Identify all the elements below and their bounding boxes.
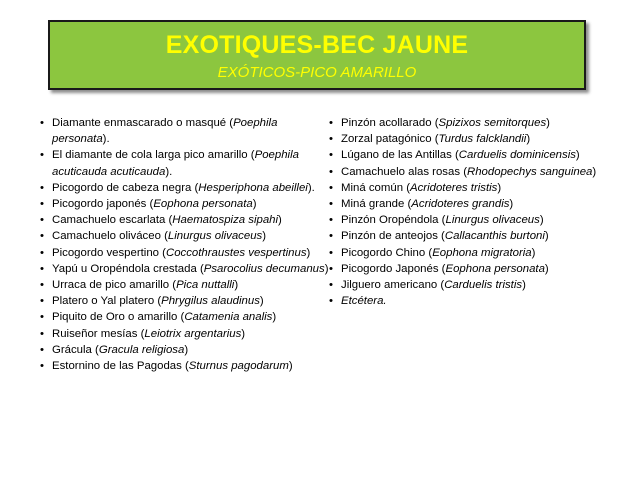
bullet-icon: •	[40, 343, 44, 356]
scientific-name: Hesperiphona abeillei	[198, 181, 308, 194]
scientific-name: Eophona migratoria	[432, 246, 532, 259]
scientific-name: Phrygilus alaudinus	[161, 295, 260, 308]
common-name: Picogordo Japonés (	[341, 262, 446, 275]
closing-punctuation: )	[272, 311, 277, 324]
common-name: Picogordo japonés (	[52, 198, 154, 211]
bullet-icon: •	[40, 279, 44, 292]
scientific-name: Psarocolius decumanus	[203, 262, 325, 275]
closing-punctuation: )	[544, 262, 549, 275]
scientific-name: Callacanthis burtoni	[444, 230, 545, 243]
scientific-name: Gracula religiosa	[98, 343, 185, 356]
scientific-name: Eophona personata	[445, 262, 545, 275]
bullet-icon: •	[40, 149, 44, 162]
list-item	[329, 147, 629, 163]
closing-punctuation: ).	[307, 181, 315, 194]
bullet-icon: •	[40, 360, 44, 373]
bullet-icon: •	[40, 198, 44, 211]
bullet-icon: •	[40, 181, 44, 194]
scientific-name: Rhodopechys sanguinea	[467, 165, 593, 178]
common-name: Picogordo Chino (	[341, 246, 433, 259]
bullet-icon: •	[329, 198, 333, 211]
common-name: Ruiseñor mesías (	[52, 327, 145, 340]
scientific-name: Spizixos semitorques	[438, 117, 547, 129]
closing-punctuation: )	[259, 295, 264, 308]
common-name: Platero o Yal platero (	[52, 295, 162, 308]
list-item	[40, 212, 332, 228]
common-name: Lúgano de las Antillas (	[341, 149, 459, 162]
bullet-icon: •	[40, 262, 44, 275]
scientific-name: Catamenia analis	[184, 311, 273, 324]
scientific-name: Acridoteres grandis	[411, 198, 510, 211]
closing-punctuation: )	[531, 246, 536, 259]
common-name: El diamante de cola larga pico amarillo (	[52, 149, 255, 162]
bullet-icon: •	[329, 230, 333, 243]
scientific-name: Sturnus pagodarum	[188, 360, 289, 373]
scientific-name: Pica nuttalli	[176, 279, 235, 292]
closing-punctuation: )	[526, 133, 531, 146]
common-name: Piquito de Oro o amarillo (	[52, 311, 185, 324]
common-name: Miná común (	[341, 181, 411, 194]
common-name: Picogordo vespertino (	[52, 246, 166, 259]
list-item	[40, 228, 332, 244]
scientific-name: Carduelis tristis	[444, 279, 523, 292]
list-item	[40, 147, 332, 179]
closing-punctuation: ).	[165, 165, 173, 178]
scientific-name: Linurgus olivaceus	[445, 214, 540, 227]
scientific-name: Etcétera.	[341, 295, 387, 308]
page-title: EXOTIQUES-BEC JAUNE	[165, 31, 469, 59]
closing-punctuation: )	[252, 198, 257, 211]
list-item	[40, 261, 332, 277]
common-name: Urraca de pico amarillo (	[52, 279, 177, 292]
scientific-name: Coccothraustes vespertinus	[165, 246, 307, 259]
scientific-name: Poephila acuticauda acuticauda	[52, 149, 299, 178]
bullet-icon: •	[329, 214, 333, 227]
scientific-name: Turdus falcklandii	[438, 133, 527, 146]
bullet-icon: •	[329, 133, 333, 146]
list-item	[40, 342, 332, 358]
common-name: Miná grande (	[341, 198, 412, 211]
closing-punctuation: )	[522, 279, 526, 292]
list-item	[40, 326, 332, 342]
scientific-name: Carduelis dominicensis	[458, 149, 576, 162]
bullet-icon: •	[40, 117, 44, 129]
common-name: Picogordo de cabeza negra (	[52, 181, 199, 194]
list-item	[329, 277, 629, 293]
bullet-icon: •	[40, 327, 44, 340]
bullet-icon: •	[40, 246, 44, 259]
list-item	[329, 245, 629, 261]
common-name: Camachuelo oliváceo (	[52, 230, 168, 243]
common-name: Estornino de las Pagodas (	[52, 360, 189, 373]
list-item	[329, 180, 629, 196]
closing-punctuation: )	[184, 343, 189, 356]
bullet-icon: •	[329, 181, 333, 194]
closing-punctuation: )	[546, 117, 550, 129]
closing-punctuation: )	[278, 214, 282, 227]
species-list-left	[40, 115, 332, 374]
list-item	[40, 115, 332, 147]
list-item	[329, 131, 629, 147]
list-item	[40, 309, 332, 325]
list-item	[40, 277, 332, 293]
common-name: Jilguero americano (	[341, 279, 445, 292]
bullet-icon: •	[329, 117, 333, 129]
closing-punctuation: )	[241, 327, 246, 340]
bullet-icon: •	[329, 246, 333, 259]
list-item	[40, 180, 332, 196]
common-name: Yapú u Oropéndola crestada (	[52, 262, 204, 275]
common-name: Pinzón Oropéndola (	[341, 214, 446, 227]
bullet-icon: •	[40, 295, 44, 308]
scientific-name: Linurgus olivaceus	[167, 230, 263, 243]
bullet-icon: •	[40, 230, 44, 243]
page-subtitle: EXÓTICOS-PICO AMARILLO	[217, 64, 417, 81]
common-name: Zorzal patagónico (	[341, 133, 439, 146]
list-item	[40, 196, 332, 212]
common-name: Diamante enmascarado o masqué (	[52, 117, 234, 129]
list-item	[329, 261, 629, 277]
closing-punctuation: )	[288, 360, 293, 373]
scientific-name: Leiotrix argentarius	[144, 327, 242, 340]
closing-punctuation: )	[539, 214, 544, 227]
list-item	[329, 164, 629, 180]
bullet-icon: •	[329, 165, 333, 178]
list-item	[40, 245, 332, 261]
closing-punctuation: )	[306, 246, 311, 259]
common-name: Pinzón acollarado (	[341, 117, 439, 129]
scientific-name: Eophona personata	[153, 198, 253, 211]
bullet-icon: •	[329, 279, 333, 292]
bullet-icon: •	[40, 214, 44, 227]
species-list-right	[329, 115, 629, 309]
list-item	[329, 228, 629, 244]
list-item	[40, 293, 332, 309]
closing-punctuation: ).	[102, 133, 110, 146]
common-name: Camachuelo alas rosas (	[341, 165, 467, 178]
closing-punctuation: )	[324, 262, 329, 275]
scientific-name: Haematospiza sipahi	[172, 214, 279, 227]
scientific-name: Acridoteres tristis	[410, 181, 498, 194]
common-name: Camachuelo escarlata (	[52, 214, 173, 227]
list-item	[40, 358, 332, 374]
bullet-icon: •	[329, 149, 333, 162]
list-item	[329, 196, 629, 212]
common-name: Pinzón de anteojos (	[341, 230, 445, 243]
closing-punctuation: )	[592, 165, 597, 178]
closing-punctuation: )	[497, 181, 502, 194]
list-item	[329, 212, 629, 228]
closing-punctuation: )	[575, 149, 580, 162]
bullet-icon: •	[329, 262, 333, 275]
list-item	[329, 115, 629, 131]
bullet-icon: •	[40, 311, 44, 324]
closing-punctuation: )	[234, 279, 239, 292]
list-item	[329, 293, 629, 309]
bullet-icon: •	[329, 295, 333, 308]
closing-punctuation: )	[509, 198, 514, 211]
common-name: Grácula (	[52, 343, 99, 356]
closing-punctuation: )	[262, 230, 267, 243]
scientific-name: Poephila personata	[52, 117, 278, 146]
closing-punctuation: )	[544, 230, 549, 243]
title-banner	[48, 20, 586, 90]
